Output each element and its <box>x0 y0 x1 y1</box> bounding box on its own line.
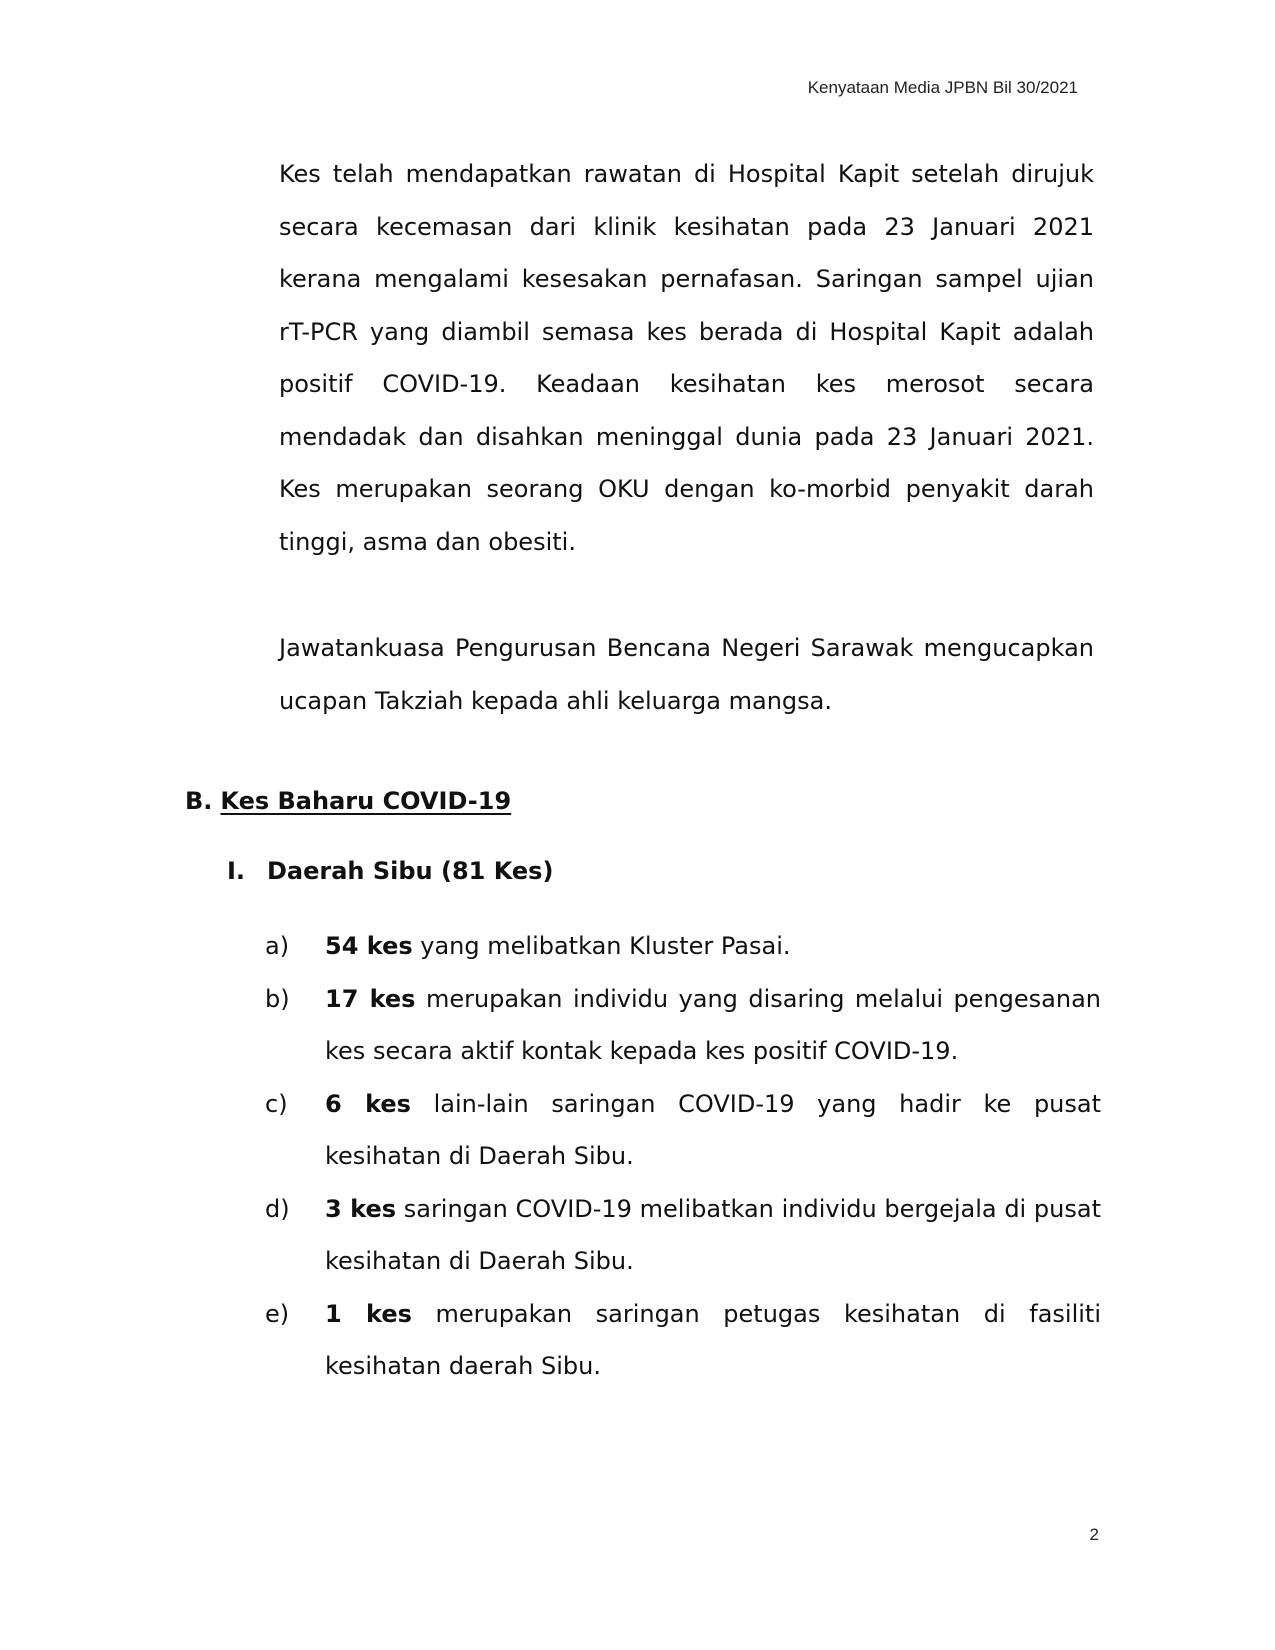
case-list <box>265 920 1101 1393</box>
list-item-description: merupakan individu yang disaring melalui pengesanan kes secara aktif kontak kepada kes positif COVID-19. <box>325 984 1102 1065</box>
subsection-title: Daerah Sibu (81 Kes) <box>267 857 554 885</box>
section-heading <box>185 783 511 819</box>
condolence-paragraph: Jawatankuasa Pengurusan Bencana Negeri Sarawak mengucapkan ucapan Takziah kepada ahli keluarga mangsa. <box>279 634 1094 715</box>
case-count: 6 kes <box>325 1089 411 1118</box>
subsection-number: I. <box>227 857 246 885</box>
list-item <box>265 1288 1101 1393</box>
subsection-heading <box>227 853 553 889</box>
list-item-text <box>325 1183 1101 1288</box>
list-item-text <box>325 1288 1101 1393</box>
list-item-description: merupakan saringan petugas kesihatan di fasiliti kesihatan daerah Sibu. <box>325 1299 1101 1380</box>
case-count: 3 kes <box>325 1194 397 1223</box>
list-item-marker: d) <box>265 1194 290 1223</box>
case-count: 17 kes <box>325 984 416 1013</box>
case-count: 1 kes <box>325 1299 412 1328</box>
list-item-marker: a) <box>265 932 290 960</box>
case-details-paragraph: Kes telah mendapatkan rawatan di Hospital Kapit setelah dirujuk secara kecemasan dari klinik kesihatan pada 23 Januari 2021 kerana mengalami kesesakan pernafasan. Saringan sampel ujian rT-PCR yang diambil semasa kes berada di Hospital Kapit adalah positif COVID-19. Keadaan kesihatan kes merosot secara mendadak dan disahkan meninggal dunia pada 23 Januari 2021. Kes merupakan seorang OKU dengan ko-morbid penyakit darah tinggi, asma dan obesiti. <box>279 160 1094 556</box>
list-item-text <box>325 1078 1101 1183</box>
list-item-description: yang melibatkan Kluster Pasai. <box>412 932 791 960</box>
document-reference: Kenyataan Media JPBN Bil 30/2021 <box>807 78 1078 97</box>
page-number: 2 <box>1089 1525 1099 1544</box>
list-item-marker: b) <box>265 984 290 1013</box>
list-item <box>265 973 1101 1078</box>
section-title: Kes Baharu COVID-19 <box>220 787 512 815</box>
list-item <box>265 920 1101 973</box>
section-letter: B. <box>185 787 213 815</box>
list-item-description: lain-lain saringan COVID-19 yang hadir ke pusat kesihatan di Daerah Sibu. <box>325 1089 1102 1170</box>
list-item <box>265 1183 1101 1288</box>
list-item-text <box>325 920 1101 973</box>
list-item-description: saringan COVID-19 melibatkan individu bergejala di pusat kesihatan di Daerah Sibu. <box>325 1194 1101 1275</box>
list-item-marker: e) <box>265 1299 290 1328</box>
list-item-text <box>325 973 1101 1078</box>
case-count: 54 kes <box>325 932 413 960</box>
list-item <box>265 1078 1101 1183</box>
list-item-marker: c) <box>265 1089 288 1118</box>
